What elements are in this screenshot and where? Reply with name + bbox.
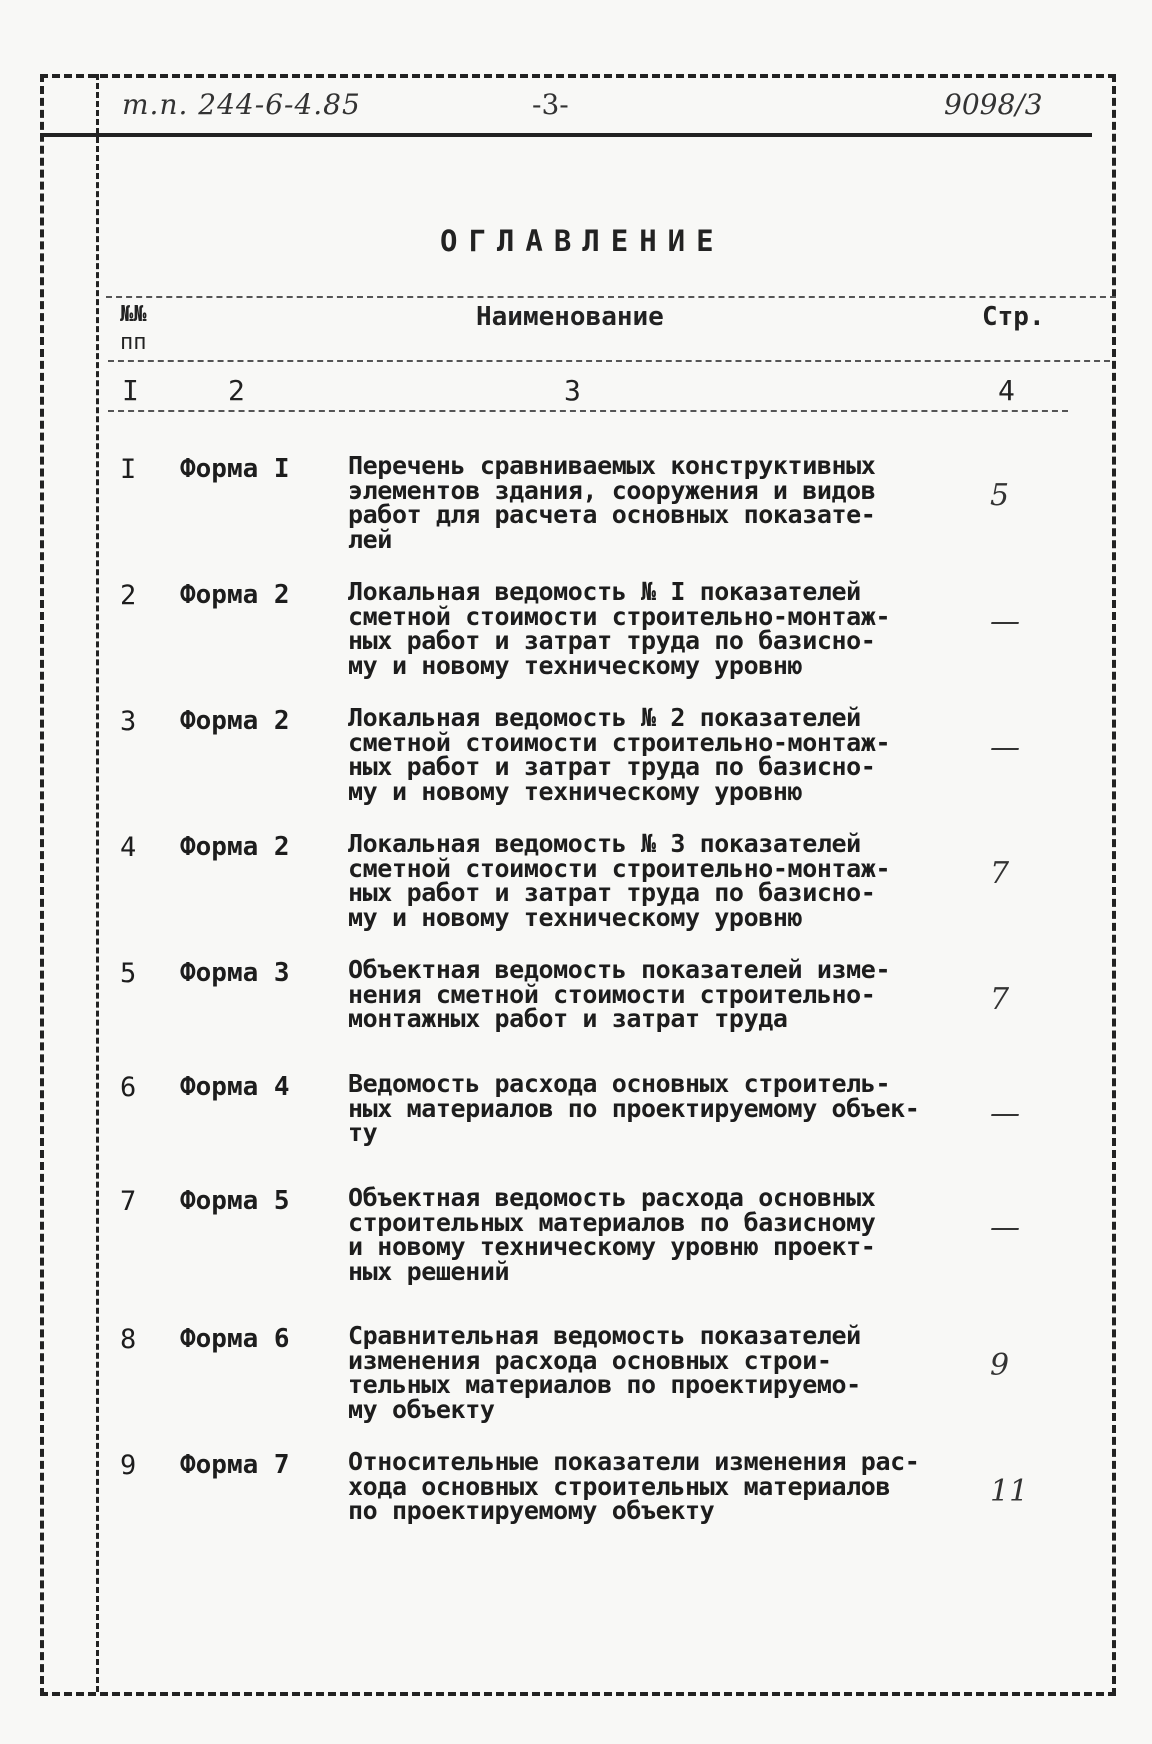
- header-number: №№: [120, 302, 147, 327]
- row-number: 6: [120, 1072, 137, 1103]
- row-page: —: [990, 1096, 1020, 1131]
- page-number: -3-: [532, 88, 569, 121]
- row-page: 7: [990, 982, 1010, 1017]
- row-number: 7: [120, 1186, 137, 1217]
- row-page: —: [990, 604, 1020, 639]
- header-rule: [40, 133, 1092, 137]
- sheet-code: 9098/3: [944, 88, 1043, 121]
- row-name: Относительные показатели изменения рас- хода основных строительных материалов по проектируемому объекту: [348, 1447, 920, 1525]
- row-form: Форма 3: [180, 958, 290, 988]
- table-row: [112, 1447, 1112, 1570]
- page-title: ОГЛАВЛЕНИЕ: [440, 224, 725, 258]
- row-form: Форма 6: [180, 1324, 290, 1354]
- header-name: Наименование: [476, 302, 664, 332]
- row-page: 5: [990, 478, 1010, 513]
- document-code: т.п. 244-6-4.85: [122, 88, 361, 121]
- row-name: Объектная ведомость расхода основных строительных материалов по базисному и новому техническому уровню проект- ных решений: [348, 1183, 876, 1286]
- row-number: 8: [120, 1324, 137, 1355]
- row-page: 7: [990, 856, 1010, 891]
- row-form: Форма 4: [180, 1072, 290, 1102]
- row-page: 9: [990, 1348, 1010, 1383]
- table-row: [112, 1183, 1112, 1306]
- row-form: Форма 7: [180, 1450, 290, 1480]
- row-number: 3: [120, 706, 137, 737]
- table-row: [112, 1321, 1112, 1444]
- row-form: Форма I: [180, 454, 290, 484]
- table-row: [112, 451, 1112, 574]
- row-name: Локальная ведомость № 2 показателей сметной стоимости строительно-монтаж- ных работ и затрат труда по базисно- му и новому техническому уровню: [348, 703, 891, 806]
- column-number-2: 2: [228, 374, 245, 407]
- table-row: [112, 577, 1112, 700]
- column-numbers-rule: [108, 410, 1068, 412]
- header-page: Стр.: [982, 302, 1045, 332]
- row-page: —: [990, 1210, 1020, 1245]
- header-number-sub: пп: [120, 330, 147, 355]
- row-page: 11: [990, 1474, 1029, 1509]
- table-row: [112, 1069, 1112, 1192]
- row-page: —: [990, 730, 1020, 765]
- row-number: 2: [120, 580, 137, 611]
- row-form: Форма 2: [180, 832, 290, 862]
- row-name: Перечень сравниваемых конструктивных элементов здания, сооружения и видов работ для расчета основных показате- лей: [348, 451, 876, 554]
- table-top-rule: [106, 296, 1116, 298]
- binding-margin-line: [96, 74, 99, 1692]
- column-number-1: I: [122, 374, 139, 407]
- table-row: [112, 829, 1112, 952]
- row-number: I: [120, 454, 137, 485]
- column-number-3: 3: [564, 374, 581, 407]
- row-name: Локальная ведомость № I показателей сметной стоимости строительно-монтаж- ных работ и затрат труда по базисно- му и новому техническому уровню: [348, 577, 891, 680]
- row-form: Форма 2: [180, 706, 290, 736]
- row-name: Объектная ведомость показателей изме- нения сметной стоимости строительно- монтажных работ и затрат труда: [348, 955, 891, 1033]
- row-name: Сравнительная ведомость показателей изменения расхода основных строи- тельных материалов по проектируемо- му объекту: [348, 1321, 861, 1424]
- table-row: [112, 703, 1112, 826]
- row-number: 9: [120, 1450, 137, 1481]
- row-form: Форма 5: [180, 1186, 290, 1216]
- row-name: Локальная ведомость № 3 показателей сметной стоимости строительно-монтаж- ных работ и затрат труда по базисно- му и новому техническому уровню: [348, 829, 891, 932]
- row-name: Ведомость расхода основных строитель- ных материалов по проектируемому объек- ту: [348, 1069, 920, 1147]
- row-form: Форма 2: [180, 580, 290, 610]
- header-rule-bottom: [108, 360, 1110, 362]
- column-number-4: 4: [998, 374, 1015, 407]
- table-row: [112, 955, 1112, 1078]
- row-number: 4: [120, 832, 137, 863]
- row-number: 5: [120, 958, 137, 989]
